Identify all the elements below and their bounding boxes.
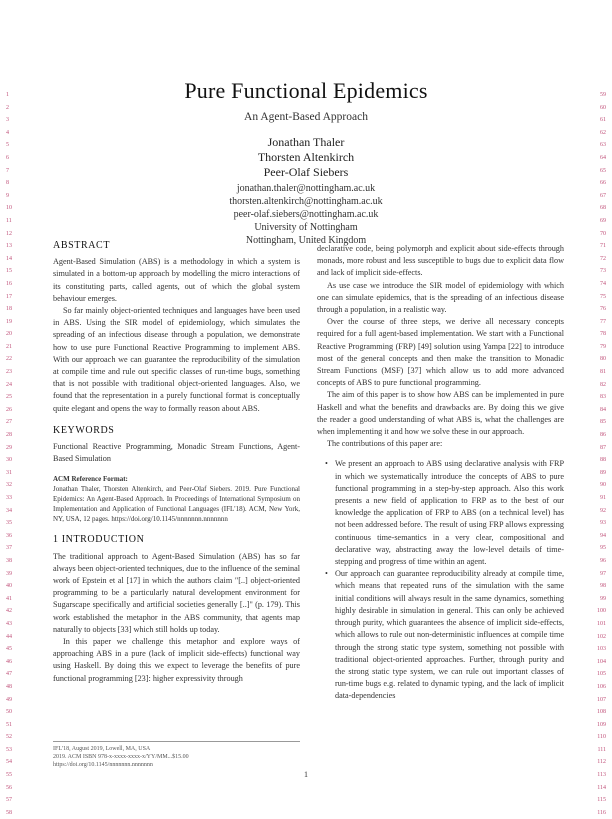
line-number: 56 (6, 784, 12, 791)
author-emails (40, 182, 572, 221)
list-item-text: We present an approach to ABS using declarative analysis with FRP in which we systematically introduce the concepts of ABS to pure functional programming in a step-by-step approach. Also this work presents a new field of application to FRP as to the best of our knowledge the application of FRP to ABS (on a technical level) has not been addressed before. The result of using FRP allows expressing continuous time-semantics in a very clear, compositional and declarative way, abstracting away the low-level details of time-stepping and progress of time within an agent. (335, 459, 564, 567)
line-number: 25 (6, 394, 12, 401)
line-number: 39 (6, 570, 12, 577)
line-number: 71 (600, 243, 606, 250)
author-email: thorsten.altenkirch@nottingham.ac.uk (229, 196, 383, 207)
abstract-paragraph: Agent-Based Simulation (ABS) is a methodology in which a system is simulated in a bottom-up approach by modelling the micro interactions of its constituting parts, called agents, out of which the global system behaviour emerges. (53, 257, 300, 303)
line-number: 23 (6, 369, 12, 376)
body-paragraph: The contributions of this paper are: (327, 439, 443, 449)
line-number: 64 (600, 154, 606, 161)
line-number: 92 (600, 507, 606, 514)
introduction-section (53, 534, 300, 684)
author-name: Thorsten Altenkirch (257, 150, 355, 164)
line-number: 31 (6, 469, 12, 476)
line-number: 17 (6, 293, 12, 300)
line-number: 35 (6, 520, 12, 527)
line-number: 103 (597, 646, 606, 653)
line-number: 24 (6, 381, 12, 388)
right-column (317, 243, 564, 703)
line-number: 50 (6, 709, 12, 716)
line-number: 67 (600, 192, 606, 199)
author-email: peer-olaf.siebers@nottingham.ac.uk (233, 209, 379, 220)
line-number: 116 (597, 809, 606, 816)
line-numbers-right (580, 89, 606, 819)
line-number: 100 (597, 608, 606, 615)
bullet-marker: • (325, 569, 328, 579)
footnote-line: IFL'18, August 2019, Lowell, MA, USA (53, 746, 151, 752)
author-email: jonathan.thaler@nottingham.ac.uk (236, 183, 376, 194)
line-number: 108 (597, 709, 606, 716)
line-number: 109 (597, 721, 606, 728)
line-number: 83 (600, 394, 606, 401)
paper-subtitle: An Agent-Based Approach (244, 111, 368, 123)
line-number: 101 (597, 620, 606, 627)
line-number: 9 (6, 192, 9, 199)
line-number: 70 (600, 230, 606, 237)
line-number: 47 (6, 671, 12, 678)
line-number: 15 (6, 268, 12, 275)
line-number: 98 (600, 583, 606, 590)
line-number: 4 (6, 129, 9, 136)
line-number: 30 (6, 457, 12, 464)
keywords-section (53, 425, 300, 466)
line-number: 1 (6, 92, 9, 98)
line-number: 19 (6, 318, 12, 325)
line-number: 68 (600, 205, 606, 212)
keywords-text: Functional Reactive Programming, Monadic Stream Functions, Agent-Based Simulation (53, 442, 300, 464)
line-number: 65 (600, 167, 606, 174)
line-number: 27 (6, 419, 12, 426)
line-number: 21 (6, 343, 12, 350)
line-number: 3 (6, 117, 9, 124)
footnote-doi: https://doi.org/10.1145/nnnnnnn.nnnnnnn (53, 762, 153, 768)
list-item (325, 458, 564, 568)
line-number: 48 (6, 683, 12, 690)
line-number: 105 (597, 671, 606, 678)
affiliation: University of Nottingham (254, 222, 358, 233)
location: Nottingham, United Kingdom (245, 235, 367, 246)
line-number: 97 (600, 570, 606, 577)
page-number: 1 (304, 770, 308, 779)
introduction-heading: 1 INTRODUCTION (53, 534, 145, 546)
list-item-text: Our approach can guarantee reproducibility already at compile time, which means that repeated runs of the simulation with the same initial conditions will always result in the same dynamics, something highly desirable in simulation in general. This can only be achieved through purity, which guarantees the absence of implicit side-effects, which allows to rule out non-deterministic influences at compile time through the strong static type system, something not possible with traditional object-oriented approaches. Further, through purity and the strong static type system, we can rule out important classes of run-time bugs e.g. related to dynamic typing, and the lack of implicit data-dependencies (335, 569, 564, 701)
line-number: 36 (6, 532, 12, 539)
line-number: 18 (6, 306, 12, 313)
author-block (40, 135, 572, 247)
line-number: 85 (600, 419, 606, 426)
line-number: 86 (600, 432, 606, 439)
line-number: 20 (6, 331, 12, 338)
line-number: 78 (600, 331, 606, 338)
body-paragraph: As use case we introduce the SIR model of epidemiology with which one can simulate epidemics, that is the spreading of an infectious disease through a population, in a realistic way. (317, 280, 564, 315)
keywords-heading: KEYWORDS (53, 424, 115, 436)
line-number: 12 (6, 230, 12, 237)
line-number: 29 (6, 444, 12, 451)
line-number: 89 (600, 469, 606, 476)
copyright-footnote (53, 741, 300, 769)
line-number: 60 (600, 104, 606, 111)
body-paragraph: declarative code, being polymorph and explicit about side-effects through monads, more robust and less susceptible to bugs due to explicit data flow and lack of implicit side-effects. (317, 244, 564, 278)
line-number: 102 (597, 633, 606, 640)
body-paragraph: Over the course of three steps, we derive all necessary concepts required for a full agent-based implementation. We start with a Functional Reactive Programming (FRP) [49] solution using Yampa [22] to introduce most of the general concepts and then make the transition to Monadic Stream Functions (MSF) [37] which allow us to add more advanced concepts of ABS to pure functional programming. (317, 317, 564, 388)
line-number: 62 (600, 129, 606, 136)
line-number: 87 (600, 444, 606, 451)
bullet-marker: • (325, 459, 328, 469)
line-number: 96 (600, 557, 606, 564)
acm-reference-heading: ACM Reference Format: (53, 475, 128, 484)
acm-reference (53, 474, 300, 524)
acm-reference-text: Jonathan Thaler, Thorsten Altenkirch, and Peer-Olaf Siebers. 2019. Pure Functional Epidemics: An Agent-Based Approach. In Proceedings of International Symposium on Implementation and Application of Functional Languages (IFL'18). ACM, New York, NY, USA, 12 pages. https://doi.org/10.1145/nnnnnnn.nnnnnnn (53, 485, 300, 524)
paper-header (40, 78, 572, 247)
contributions-list (317, 458, 564, 702)
line-number: 45 (6, 646, 12, 653)
line-number: 44 (6, 633, 12, 640)
line-number: 75 (600, 293, 606, 300)
line-number: 38 (6, 557, 12, 564)
line-number: 49 (6, 696, 12, 703)
line-number: 66 (600, 180, 606, 187)
line-number: 82 (600, 381, 606, 388)
body-paragraph: The traditional approach to Agent-Based Simulation (ABS) has so far always been object-oriented techniques, due to the influence of the seminal work of Epstein et al [17] in which the authors claim "[..] object-oriented programming to be a particularly natural development environment for Sugarscape specifically and artificial societies generally [..]" (p. 179). This work established the metaphor in the ABS community, that agents map naturally to objects [33] which still holds up today. (53, 551, 300, 634)
line-number: 115 (597, 797, 606, 804)
line-number: 14 (6, 255, 12, 262)
line-number: 57 (6, 797, 12, 804)
line-number: 74 (600, 280, 606, 287)
line-number: 77 (600, 318, 606, 325)
line-number: 58 (6, 809, 12, 816)
line-number: 113 (597, 772, 606, 779)
line-number: 91 (600, 495, 606, 501)
line-numbers-left (6, 89, 30, 819)
line-number: 46 (6, 658, 12, 665)
line-number: 54 (6, 759, 12, 766)
line-number: 13 (6, 243, 12, 250)
line-number: 95 (600, 545, 606, 552)
line-number: 107 (597, 696, 606, 703)
line-number: 42 (6, 608, 12, 615)
abstract-paragraph: So far mainly object-oriented techniques and languages have been used in ABS. Using the SIR model of epidemiology, which simulates the spreading of an infectious disease through a population, we demonstrate how to use pure Functional Reactive Programming to implement ABS. With our approach we can guarantee the reproducibility of the simulation at compile time and rule out specific classes of run-time bugs, something that is not possible with traditional object-oriented languages. Also, we found that the representation in a purely functional format is conceptually quite elegant and opens the way to formally reason about ABS. (53, 306, 300, 413)
line-number: 34 (6, 507, 12, 514)
line-number: 26 (6, 406, 12, 413)
line-number: 7 (6, 167, 9, 174)
line-number: 6 (6, 154, 9, 161)
line-number: 61 (600, 117, 606, 124)
line-number: 43 (6, 620, 12, 627)
line-number: 73 (600, 268, 606, 275)
line-number: 93 (600, 520, 606, 527)
line-number: 110 (597, 734, 606, 741)
line-number: 32 (6, 482, 12, 489)
left-column (53, 240, 300, 685)
line-number: 79 (600, 343, 606, 350)
line-number: 63 (600, 142, 606, 149)
author-name: Peer-Olaf Siebers (263, 165, 349, 179)
line-number: 37 (6, 545, 12, 552)
line-number: 90 (600, 482, 606, 489)
body-paragraph: In this paper we challenge this metaphor and explore ways of approaching ABS in a pure (lack of implicit side-effects) functional way using Haskell. By doing this we expect to leverage the benefits of pure functional programming [23]: higher expressivity through (53, 637, 300, 683)
line-number: 69 (600, 217, 606, 224)
list-item (325, 568, 564, 702)
line-number: 104 (597, 658, 606, 665)
line-number: 5 (6, 142, 9, 149)
footnote-line: 2019. ACM ISBN 978-x-xxxx-xxxx-x/YY/MM...$15.00 (53, 754, 189, 760)
line-number: 22 (6, 356, 12, 363)
line-number: 2 (6, 104, 9, 111)
line-number: 94 (600, 532, 606, 539)
line-number: 84 (600, 406, 606, 413)
line-number: 55 (6, 772, 12, 779)
line-number: 99 (600, 595, 606, 602)
line-number: 59 (600, 92, 606, 98)
line-number: 76 (600, 306, 606, 313)
line-number: 112 (597, 759, 606, 766)
line-number: 52 (6, 734, 12, 741)
line-number: 8 (6, 180, 9, 187)
body-paragraph: The aim of this paper is to show how ABS can be implemented in pure Haskell and what the benefits and drawbacks are. By doing this we give the reader a good understanding of what ABS is, what the challenges are when implementing it and how we solve these in our approach. (317, 390, 564, 437)
abstract-heading: ABSTRACT (53, 240, 111, 251)
line-number: 10 (6, 205, 12, 212)
line-number: 114 (597, 784, 606, 791)
paper-title: Pure Functional Epidemics (184, 78, 428, 103)
author-name: Jonathan Thaler (267, 135, 345, 149)
line-number: 80 (600, 356, 606, 363)
line-number: 81 (600, 369, 606, 376)
line-number: 33 (6, 495, 12, 501)
line-number: 111 (597, 746, 606, 753)
line-number: 11 (6, 217, 12, 224)
line-number: 53 (6, 746, 12, 753)
line-number: 51 (6, 721, 12, 728)
line-number: 88 (600, 457, 606, 464)
line-number: 106 (597, 683, 606, 690)
line-number: 16 (6, 280, 12, 287)
line-number: 28 (6, 432, 12, 439)
line-number: 41 (6, 595, 12, 602)
line-number: 40 (6, 583, 12, 590)
line-number: 72 (600, 255, 606, 262)
